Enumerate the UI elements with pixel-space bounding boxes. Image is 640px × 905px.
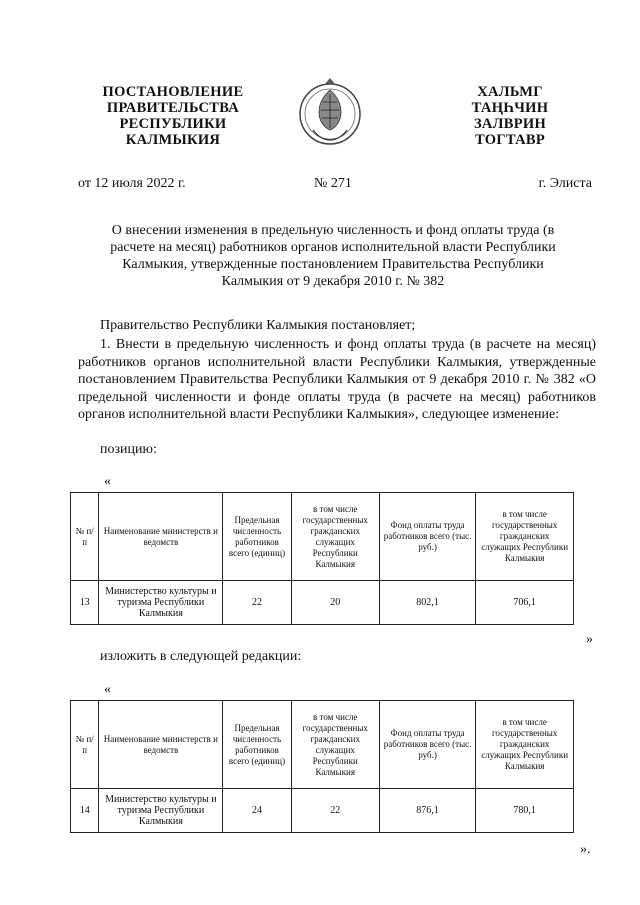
document-date: от 12 июля 2022 г. — [78, 176, 186, 191]
cell-number: 13 — [71, 581, 99, 625]
cell-civil-servants: 22 — [291, 789, 379, 833]
header-cell: в том числе государственных гражданских служащих Республики Калмыкия — [476, 701, 574, 789]
header-left-title — [92, 84, 254, 148]
header-cell: Фонд оплаты труда работников всего (тыс. руб.) — [379, 493, 476, 581]
header-cell: в том числе государственных гражданских служащих Республики Калмыкия — [291, 493, 379, 581]
header-left-line: КАЛМЫКИЯ — [125, 132, 221, 148]
header-cell: в том числе государственных гражданских служащих Республики Калмыкия — [476, 493, 574, 581]
document-title: О внесении изменения в предельную численность и фонд оплаты труда (в расчете на месяц) работников органов исполнительной власти Республики Калмыкия, утвержденные постановлением Правительства Республики Калмыкия от 9 декабря 2010 г. № 382 — [110, 223, 556, 289]
header-left-line: РЕСПУБЛИКИ — [119, 116, 227, 132]
header-right-title — [440, 84, 580, 148]
open-quote: « — [104, 682, 111, 697]
cell-ministry: Министерство культуры и туризма Республики Калмыкия — [99, 581, 223, 625]
header-right-line: ЗАЛВРИН — [473, 116, 547, 132]
open-quote: « — [104, 474, 111, 489]
cell-number: 14 — [71, 789, 99, 833]
header-cell: Фонд оплаты труда работников всего (тыс. руб.) — [379, 701, 476, 789]
header-cell: Наименование министерств и ведомств — [99, 701, 223, 789]
header-right-line: ХАЛЬМГ — [477, 84, 543, 100]
cell-wage-fund: 802,1 — [379, 581, 476, 625]
header-cell: Наименование министерств и ведомств — [99, 493, 223, 581]
header-right-line: ТОГТАВР — [474, 132, 546, 148]
cell-civil-fund: 780,1 — [476, 789, 574, 833]
document-city: г. Элиста — [538, 176, 592, 191]
header-cell: № п/п — [71, 493, 99, 581]
header-cell: Предельная численность работников всего (единиц) — [223, 701, 291, 789]
table-header-row — [71, 701, 574, 789]
cell-civil-fund: 706,1 — [476, 581, 574, 625]
header-left-line: ПОСТАНОВЛЕНИЕ — [102, 84, 244, 100]
table-header-row — [71, 493, 574, 581]
emblem-icon — [295, 72, 365, 152]
table-new — [70, 700, 574, 833]
close-quote: ». — [580, 842, 591, 857]
cell-headcount: 24 — [223, 789, 291, 833]
table-row — [71, 581, 574, 625]
intro-text: Правительство Республики Калмыкия постановляет; — [100, 318, 416, 333]
header-cell: в том числе государственных гражданских служащих Республики Калмыкия — [291, 701, 379, 789]
cell-civil-servants: 20 — [291, 581, 379, 625]
main-paragraph: 1. Внести в предельную численность и фонд оплаты труда (в расчете на месяц) работников органов исполнительной власти Республики Калмыкия, утвержденные постановлением Правительства Республики Калмыкия от 9 декабря 2010 г. № 382 «О предельной численности и фонде оплаты труда (в расчете на месяц) работников органов исполнительной власти Республики Калмыкия», следующее изменение: — [78, 337, 596, 422]
position-label: позицию: — [100, 442, 157, 457]
replace-label: изложить в следующей редакции: — [100, 649, 302, 664]
cell-ministry: Министерство культуры и туризма Республики Калмыкия — [99, 789, 223, 833]
table-old — [70, 492, 574, 625]
close-quote: » — [586, 632, 593, 647]
cell-headcount: 22 — [223, 581, 291, 625]
header-left-line: ПРАВИТЕЛЬСТВА — [106, 100, 240, 116]
header-right-line: ТАҢҺЧИН — [471, 100, 549, 116]
document-number: № 271 — [314, 176, 352, 191]
table-row — [71, 789, 574, 833]
header-cell: № п/п — [71, 701, 99, 789]
cell-wage-fund: 876,1 — [379, 789, 476, 833]
header-cell: Предельная численность работников всего (единиц) — [223, 493, 291, 581]
